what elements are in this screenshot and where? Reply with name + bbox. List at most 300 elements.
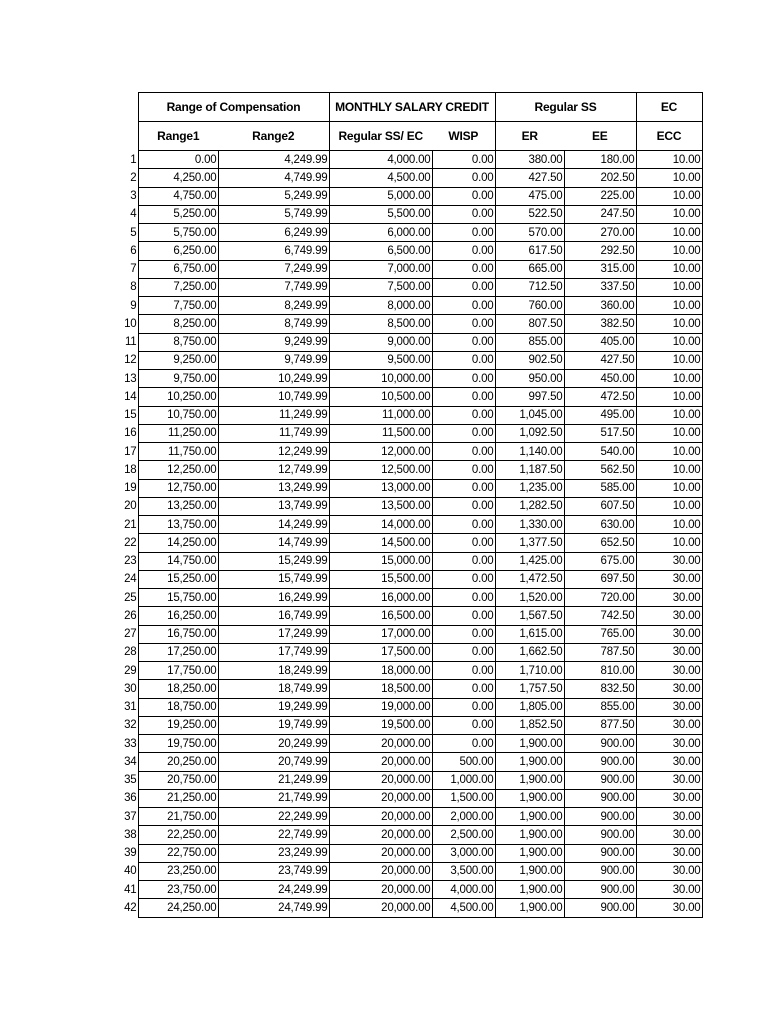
- ee-cell: 697.50: [564, 570, 636, 588]
- er-cell: 712.50: [495, 278, 564, 296]
- range1-cell: 7,250.00: [138, 278, 218, 296]
- wisp-cell: 0.00: [432, 297, 495, 315]
- er-cell: 522.50: [495, 205, 564, 223]
- row-number: 9: [130, 299, 137, 312]
- ee-cell: 585.00: [564, 479, 636, 497]
- ee-cell: 405.00: [564, 333, 636, 351]
- header-ee: EE: [564, 122, 636, 151]
- range2-cell: 5,249.99: [218, 187, 329, 205]
- table-row: [112, 844, 702, 862]
- row-number: 35: [124, 774, 137, 787]
- range2-cell: 15,249.99: [218, 552, 329, 570]
- er-cell: 1,805.00: [495, 698, 564, 716]
- row-number: 41: [124, 883, 137, 896]
- range2-cell: 22,249.99: [218, 808, 329, 826]
- er-cell: 1,900.00: [495, 735, 564, 753]
- ecc-cell: 30.00: [636, 844, 702, 862]
- header-range1: Range1: [138, 122, 218, 151]
- msc-cell: 17,000.00: [329, 625, 432, 643]
- table-row: [112, 771, 702, 789]
- msc-cell: 20,000.00: [329, 771, 432, 789]
- ee-cell: 382.50: [564, 315, 636, 333]
- msc-cell: 20,000.00: [329, 826, 432, 844]
- er-cell: 997.50: [495, 388, 564, 406]
- msc-cell: 14,500.00: [329, 534, 432, 552]
- er-cell: 380.00: [495, 151, 564, 169]
- msc-cell: 20,000.00: [329, 735, 432, 753]
- er-cell: 1,472.50: [495, 570, 564, 588]
- msc-cell: 16,000.00: [329, 589, 432, 607]
- ee-cell: 180.00: [564, 151, 636, 169]
- range1-cell: 12,750.00: [138, 479, 218, 497]
- table-row: [112, 862, 702, 880]
- table-row: [112, 625, 702, 643]
- range1-cell: 14,750.00: [138, 552, 218, 570]
- er-cell: 950.00: [495, 370, 564, 388]
- range2-cell: 24,749.99: [218, 899, 329, 917]
- range2-cell: 9,249.99: [218, 333, 329, 351]
- ecc-cell: 30.00: [636, 680, 702, 698]
- ecc-cell: 10.00: [636, 388, 702, 406]
- msc-cell: 7,000.00: [329, 260, 432, 278]
- msc-cell: 5,500.00: [329, 205, 432, 223]
- ecc-cell: 10.00: [636, 242, 702, 260]
- range1-cell: 6,250.00: [138, 242, 218, 260]
- msc-cell: 9,500.00: [329, 351, 432, 369]
- row-number: 11: [124, 336, 137, 349]
- msc-cell: 20,000.00: [329, 753, 432, 771]
- msc-cell: 9,000.00: [329, 333, 432, 351]
- ee-cell: 472.50: [564, 388, 636, 406]
- range2-cell: 10,249.99: [218, 370, 329, 388]
- wisp-cell: 0.00: [432, 370, 495, 388]
- wisp-cell: 0.00: [432, 570, 495, 588]
- range2-cell: 21,249.99: [218, 771, 329, 789]
- wisp-cell: 0.00: [432, 388, 495, 406]
- ecc-cell: 30.00: [636, 716, 702, 734]
- msc-cell: 15,500.00: [329, 570, 432, 588]
- er-cell: 1,852.50: [495, 716, 564, 734]
- range2-cell: 5,749.99: [218, 205, 329, 223]
- wisp-cell: 0.00: [432, 552, 495, 570]
- wisp-cell: 0.00: [432, 735, 495, 753]
- msc-cell: 20,000.00: [329, 899, 432, 917]
- msc-cell: 11,500.00: [329, 424, 432, 442]
- row-number: 29: [124, 664, 137, 677]
- msc-cell: 10,000.00: [329, 370, 432, 388]
- ecc-cell: 10.00: [636, 443, 702, 461]
- ecc-cell: 30.00: [636, 589, 702, 607]
- ee-cell: 900.00: [564, 862, 636, 880]
- er-cell: 1,900.00: [495, 789, 564, 807]
- er-cell: 1,425.00: [495, 552, 564, 570]
- header-regular-ss-ec: Regular SS/ EC: [329, 122, 432, 151]
- ecc-cell: 10.00: [636, 461, 702, 479]
- table-row: [112, 716, 702, 734]
- table-row: [112, 260, 702, 278]
- table-row: [112, 169, 702, 187]
- wisp-cell: 0.00: [432, 351, 495, 369]
- msc-cell: 16,500.00: [329, 607, 432, 625]
- range2-cell: 23,249.99: [218, 844, 329, 862]
- ecc-cell: 30.00: [636, 899, 702, 917]
- range2-cell: 18,249.99: [218, 662, 329, 680]
- row-number: 21: [124, 518, 137, 531]
- table-row: [112, 735, 702, 753]
- wisp-cell: 0.00: [432, 151, 495, 169]
- msc-cell: 11,000.00: [329, 406, 432, 424]
- range2-cell: 19,749.99: [218, 716, 329, 734]
- range2-cell: 18,749.99: [218, 680, 329, 698]
- range2-cell: 11,249.99: [218, 406, 329, 424]
- msc-cell: 20,000.00: [329, 844, 432, 862]
- row-number: 37: [124, 810, 137, 823]
- wisp-cell: 500.00: [432, 753, 495, 771]
- header-row-columns: [112, 122, 702, 151]
- ee-cell: 742.50: [564, 607, 636, 625]
- wisp-cell: 0.00: [432, 479, 495, 497]
- ee-cell: 900.00: [564, 771, 636, 789]
- table-row: [112, 899, 702, 917]
- ee-cell: 900.00: [564, 808, 636, 826]
- ecc-cell: 10.00: [636, 205, 702, 223]
- wisp-cell: 0.00: [432, 443, 495, 461]
- ecc-cell: 10.00: [636, 351, 702, 369]
- range2-cell: 12,749.99: [218, 461, 329, 479]
- range1-cell: 14,250.00: [138, 534, 218, 552]
- ee-cell: 270.00: [564, 224, 636, 242]
- msc-cell: 8,500.00: [329, 315, 432, 333]
- row-number: 24: [124, 573, 137, 586]
- rownum-header-blank: [112, 93, 138, 122]
- msc-cell: 15,000.00: [329, 552, 432, 570]
- range1-cell: 0.00: [138, 151, 218, 169]
- range1-cell: 24,250.00: [138, 899, 218, 917]
- table-row: [112, 315, 702, 333]
- wisp-cell: 0.00: [432, 260, 495, 278]
- table-row: [112, 187, 702, 205]
- range1-cell: 19,250.00: [138, 716, 218, 734]
- wisp-cell: 0.00: [432, 643, 495, 661]
- range1-cell: 9,250.00: [138, 351, 218, 369]
- er-cell: 1,092.50: [495, 424, 564, 442]
- er-cell: 427.50: [495, 169, 564, 187]
- range2-cell: 12,249.99: [218, 443, 329, 461]
- range2-cell: 14,249.99: [218, 516, 329, 534]
- ecc-cell: 30.00: [636, 881, 702, 899]
- msc-cell: 6,500.00: [329, 242, 432, 260]
- wisp-cell: 0.00: [432, 534, 495, 552]
- ecc-cell: 10.00: [636, 297, 702, 315]
- range1-cell: 8,750.00: [138, 333, 218, 351]
- ecc-cell: 30.00: [636, 607, 702, 625]
- ecc-cell: 10.00: [636, 534, 702, 552]
- ecc-cell: 30.00: [636, 570, 702, 588]
- row-number: 20: [124, 500, 137, 513]
- range1-cell: 10,250.00: [138, 388, 218, 406]
- ee-cell: 315.00: [564, 260, 636, 278]
- ee-cell: 900.00: [564, 789, 636, 807]
- er-cell: 1,900.00: [495, 808, 564, 826]
- range1-cell: 20,250.00: [138, 753, 218, 771]
- range2-cell: 17,249.99: [218, 625, 329, 643]
- row-number: 5: [130, 226, 137, 239]
- er-cell: 570.00: [495, 224, 564, 242]
- range2-cell: 7,249.99: [218, 260, 329, 278]
- row-number: 2: [130, 171, 137, 184]
- ee-cell: 877.50: [564, 716, 636, 734]
- row-number: 6: [130, 244, 137, 257]
- ee-cell: 517.50: [564, 424, 636, 442]
- range2-cell: 11,749.99: [218, 424, 329, 442]
- msc-cell: 4,000.00: [329, 151, 432, 169]
- table-row: [112, 662, 702, 680]
- table-row: [112, 388, 702, 406]
- row-number: 7: [130, 263, 137, 276]
- msc-cell: 8,000.00: [329, 297, 432, 315]
- ecc-cell: 10.00: [636, 151, 702, 169]
- table-row: [112, 881, 702, 899]
- row-number: 22: [124, 536, 137, 549]
- table-row: [112, 370, 702, 388]
- table-row: [112, 424, 702, 442]
- table-row: [112, 205, 702, 223]
- ecc-cell: 30.00: [636, 826, 702, 844]
- range2-cell: 21,749.99: [218, 789, 329, 807]
- msc-cell: 18,000.00: [329, 662, 432, 680]
- ee-cell: 900.00: [564, 881, 636, 899]
- range1-cell: 15,750.00: [138, 589, 218, 607]
- table-row: [112, 808, 702, 826]
- table-row: [112, 789, 702, 807]
- row-number: 10: [124, 317, 137, 330]
- range2-cell: 24,249.99: [218, 881, 329, 899]
- range2-cell: 16,249.99: [218, 589, 329, 607]
- msc-cell: 10,500.00: [329, 388, 432, 406]
- row-number: 8: [130, 281, 137, 294]
- ee-cell: 225.00: [564, 187, 636, 205]
- er-cell: 1,900.00: [495, 862, 564, 880]
- ecc-cell: 30.00: [636, 698, 702, 716]
- table-row: [112, 151, 702, 169]
- table-row: [112, 443, 702, 461]
- row-number: 30: [124, 682, 137, 695]
- wisp-cell: 0.00: [432, 698, 495, 716]
- er-cell: 617.50: [495, 242, 564, 260]
- ee-cell: 832.50: [564, 680, 636, 698]
- table-row: [112, 479, 702, 497]
- range1-cell: 5,250.00: [138, 205, 218, 223]
- er-cell: 1,187.50: [495, 461, 564, 479]
- range1-cell: 5,750.00: [138, 224, 218, 242]
- wisp-cell: 4,000.00: [432, 881, 495, 899]
- ee-cell: 900.00: [564, 844, 636, 862]
- msc-cell: 13,500.00: [329, 497, 432, 515]
- range2-cell: 4,749.99: [218, 169, 329, 187]
- row-number: 27: [124, 628, 137, 641]
- er-cell: 1,900.00: [495, 844, 564, 862]
- ee-cell: 900.00: [564, 899, 636, 917]
- msc-cell: 5,000.00: [329, 187, 432, 205]
- er-cell: 1,282.50: [495, 497, 564, 515]
- row-number: 3: [130, 190, 137, 203]
- range1-cell: 12,250.00: [138, 461, 218, 479]
- ecc-cell: 10.00: [636, 169, 702, 187]
- ecc-cell: 10.00: [636, 406, 702, 424]
- table-row: [112, 826, 702, 844]
- row-number: 38: [124, 828, 137, 841]
- er-cell: 760.00: [495, 297, 564, 315]
- range1-cell: 22,250.00: [138, 826, 218, 844]
- row-number: 23: [124, 555, 137, 568]
- ecc-cell: 10.00: [636, 516, 702, 534]
- msc-cell: 14,000.00: [329, 516, 432, 534]
- table-row: [112, 753, 702, 771]
- ecc-cell: 10.00: [636, 278, 702, 296]
- row-number: 40: [124, 865, 137, 878]
- ee-cell: 337.50: [564, 278, 636, 296]
- msc-cell: 12,500.00: [329, 461, 432, 479]
- row-number: 39: [124, 847, 137, 860]
- contribution-table: [112, 92, 703, 918]
- wisp-cell: 0.00: [432, 169, 495, 187]
- wisp-cell: 0.00: [432, 607, 495, 625]
- er-cell: 1,710.00: [495, 662, 564, 680]
- msc-cell: 20,000.00: [329, 789, 432, 807]
- range2-cell: 14,749.99: [218, 534, 329, 552]
- er-cell: 1,045.00: [495, 406, 564, 424]
- wisp-cell: 0.00: [432, 278, 495, 296]
- range1-cell: 13,250.00: [138, 497, 218, 515]
- range2-cell: 8,749.99: [218, 315, 329, 333]
- er-cell: 1,900.00: [495, 753, 564, 771]
- ecc-cell: 10.00: [636, 424, 702, 442]
- msc-cell: 6,000.00: [329, 224, 432, 242]
- ee-cell: 630.00: [564, 516, 636, 534]
- range2-cell: 9,749.99: [218, 351, 329, 369]
- header-regular-ss: Regular SS: [495, 93, 636, 122]
- wisp-cell: 2,500.00: [432, 826, 495, 844]
- wisp-cell: 0.00: [432, 315, 495, 333]
- wisp-cell: 0.00: [432, 716, 495, 734]
- wisp-cell: 0.00: [432, 424, 495, 442]
- er-cell: 1,900.00: [495, 881, 564, 899]
- header-range2: Range2: [218, 122, 329, 151]
- row-number: 1: [130, 153, 137, 166]
- wisp-cell: 0.00: [432, 187, 495, 205]
- msc-cell: 7,500.00: [329, 278, 432, 296]
- table-row: [112, 552, 702, 570]
- er-cell: 1,377.50: [495, 534, 564, 552]
- wisp-cell: 1,500.00: [432, 789, 495, 807]
- table-row: [112, 607, 702, 625]
- er-cell: 1,520.00: [495, 589, 564, 607]
- range2-cell: 19,249.99: [218, 698, 329, 716]
- range1-cell: 7,750.00: [138, 297, 218, 315]
- wisp-cell: 0.00: [432, 662, 495, 680]
- table-row: [112, 297, 702, 315]
- ecc-cell: 10.00: [636, 333, 702, 351]
- range1-cell: 11,250.00: [138, 424, 218, 442]
- range1-cell: 9,750.00: [138, 370, 218, 388]
- range1-cell: 23,250.00: [138, 862, 218, 880]
- wisp-cell: 3,500.00: [432, 862, 495, 880]
- ecc-cell: 30.00: [636, 662, 702, 680]
- range2-cell: 17,749.99: [218, 643, 329, 661]
- table-row: [112, 589, 702, 607]
- ee-cell: 202.50: [564, 169, 636, 187]
- ee-cell: 900.00: [564, 735, 636, 753]
- ecc-cell: 10.00: [636, 370, 702, 388]
- er-cell: 1,330.00: [495, 516, 564, 534]
- msc-cell: 17,500.00: [329, 643, 432, 661]
- range2-cell: 20,749.99: [218, 753, 329, 771]
- wisp-cell: 0.00: [432, 497, 495, 515]
- ee-cell: 765.00: [564, 625, 636, 643]
- table-row: [112, 333, 702, 351]
- wisp-cell: 2,000.00: [432, 808, 495, 826]
- row-number: 14: [124, 390, 137, 403]
- row-number: 13: [124, 372, 137, 385]
- header-er: ER: [495, 122, 564, 151]
- msc-cell: 13,000.00: [329, 479, 432, 497]
- range1-cell: 18,750.00: [138, 698, 218, 716]
- ecc-cell: 30.00: [636, 808, 702, 826]
- table-row: [112, 461, 702, 479]
- row-number: 32: [124, 719, 137, 732]
- header-wisp: WISP: [432, 122, 495, 151]
- er-cell: 1,615.00: [495, 625, 564, 643]
- range2-cell: 6,249.99: [218, 224, 329, 242]
- table-row: [112, 680, 702, 698]
- ecc-cell: 10.00: [636, 260, 702, 278]
- ee-cell: 562.50: [564, 461, 636, 479]
- range2-cell: 6,749.99: [218, 242, 329, 260]
- table-row: [112, 406, 702, 424]
- header-ec: EC: [636, 93, 702, 122]
- ee-cell: 900.00: [564, 826, 636, 844]
- range2-cell: 10,749.99: [218, 388, 329, 406]
- range1-cell: 21,750.00: [138, 808, 218, 826]
- ecc-cell: 30.00: [636, 643, 702, 661]
- wisp-cell: 0.00: [432, 205, 495, 223]
- range2-cell: 13,749.99: [218, 497, 329, 515]
- table-row: [112, 278, 702, 296]
- range1-cell: 15,250.00: [138, 570, 218, 588]
- ee-cell: 607.50: [564, 497, 636, 515]
- row-number: 34: [124, 755, 137, 768]
- table-row: [112, 643, 702, 661]
- er-cell: 1,235.00: [495, 479, 564, 497]
- table-row: [112, 497, 702, 515]
- wisp-cell: 0.00: [432, 224, 495, 242]
- er-cell: 475.00: [495, 187, 564, 205]
- table-row: [112, 534, 702, 552]
- ee-cell: 675.00: [564, 552, 636, 570]
- ecc-cell: 30.00: [636, 735, 702, 753]
- row-number: 42: [124, 901, 137, 914]
- range1-cell: 20,750.00: [138, 771, 218, 789]
- er-cell: 665.00: [495, 260, 564, 278]
- range2-cell: 22,749.99: [218, 826, 329, 844]
- wisp-cell: 3,000.00: [432, 844, 495, 862]
- range2-cell: 7,749.99: [218, 278, 329, 296]
- row-number: 12: [124, 354, 137, 367]
- ecc-cell: 30.00: [636, 862, 702, 880]
- row-number: 18: [124, 463, 137, 476]
- row-number: 31: [124, 701, 137, 714]
- header-monthly-salary-credit: MONTHLY SALARY CREDIT: [329, 93, 495, 122]
